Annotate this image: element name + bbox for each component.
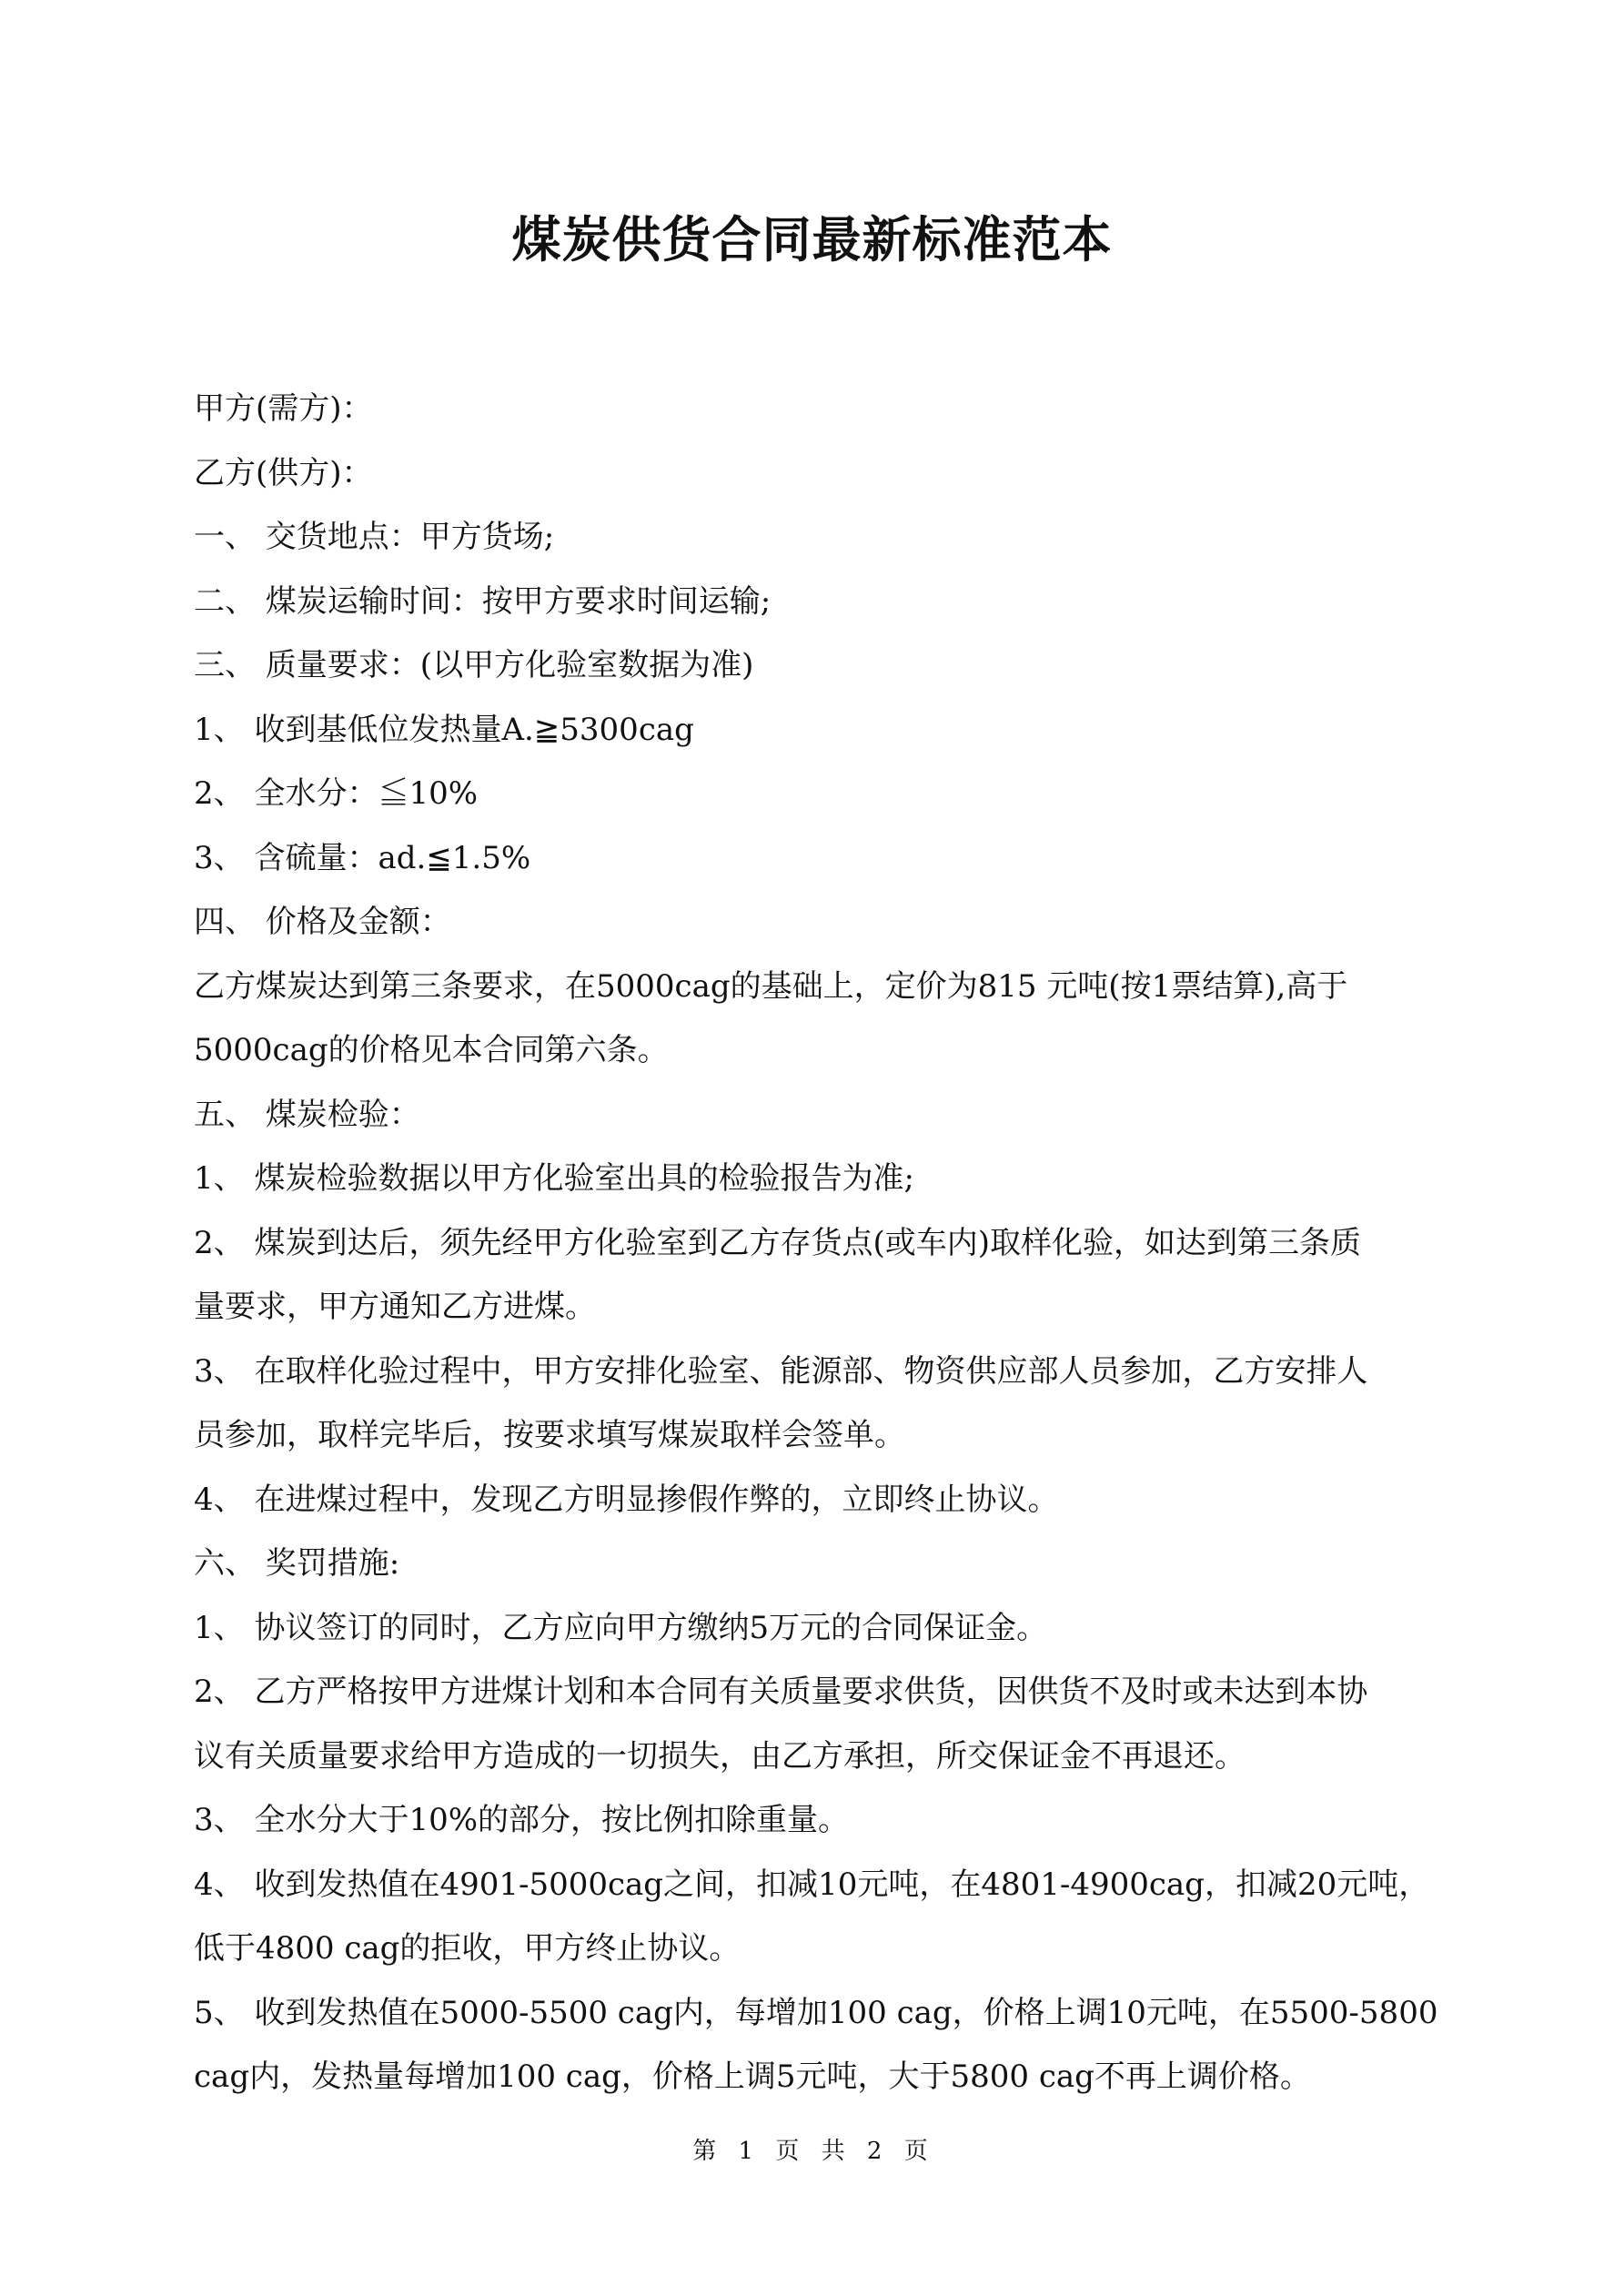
penalty-item-2-line-2: 议有关质量要求给甲方造成的一切损失，由乙方承担，所交保证金不再退还。 (194, 1737, 1246, 1775)
penalty-item-4-line-1: 4、 收到发热值在4901-5000cag之间，扣减10元吨，在4801-4900cag，扣减20元吨， (194, 1866, 1430, 1903)
penalty-item-3: 3、 全水分大于10%的部分，按比例扣除重量。 (194, 1802, 850, 1838)
inspection-item-1: 1、 煤炭检验数据以甲方化验室出具的检验报告为准; (194, 1160, 914, 1197)
inspection-item-4: 4、 在进煤过程中，发现乙方明显掺假作弊的，立即终止协议。 (194, 1481, 1059, 1518)
penalty-item-4-line-2: 低于4800 cag的拒收，甲方终止协议。 (194, 1930, 741, 1967)
party-a-line: 甲方(需方)： (194, 390, 373, 427)
inspection-item-3-line-2: 员参加，取样完毕后，按要求填写煤炭取样会签单。 (194, 1417, 905, 1453)
clause-4-price: 四、 价格及金额： (194, 904, 451, 940)
document-title: 煤炭供货合同最新标准范本 (511, 210, 1113, 268)
clause-1-delivery: 一、 交货地点：甲方货场; (194, 519, 555, 555)
clause-3-quality: 三、 质量要求：(以甲方化验室数据为准) (194, 647, 754, 683)
penalty-item-2-line-1: 2、 乙方严格按甲方进煤计划和本合同有关质量要求供货，因供货不及时或未达到本协 (194, 1674, 1368, 1710)
clause-2-transport: 二、 煤炭运输时间：按甲方要求时间运输; (194, 582, 772, 620)
clause-6-penalty: 六、 奖罚措施: (194, 1545, 400, 1582)
document-body (194, 377, 1440, 2109)
price-text-line-1: 乙方煤炭达到第三条要求，在5000cag的基础上，定价为815 元吨(按1票结算),高于 (194, 967, 1348, 1005)
quality-item-2: 2、 全水分：≦10% (194, 775, 479, 812)
inspection-item-2-line-2: 量要求，甲方通知乙方进煤。 (194, 1289, 596, 1325)
party-b-line: 乙方(供方)： (194, 454, 373, 491)
inspection-item-3-line-1: 3、 在取样化验过程中，甲方安排化验室、能源部、物资供应部人员参加，乙方安排人 (194, 1352, 1368, 1390)
quality-item-3: 3、 含硫量：ad.≦1.5% (194, 839, 531, 876)
page-number-footer: 第 1 页 共 2 页 (692, 2138, 932, 2165)
penalty-item-5-line-1: 5、 收到发热值在5000-5500 cag内，每增加100 cag，价格上调10元吨，在5500-5800 (194, 1994, 1438, 2031)
penalty-item-5-line-2: cag内，发热量每增加100 cag，价格上调5元吨，大于5800 cag不再上调价格。 (194, 2058, 1311, 2095)
price-text-line-2: 5000cag的价格见本合同第六条。 (194, 1032, 669, 1068)
inspection-item-2-line-1: 2、 煤炭到达后，须先经甲方化验室到乙方存货点(或车内)取样化验，如达到第三条质 (194, 1224, 1361, 1261)
penalty-item-1: 1、 协议签订的同时，乙方应向甲方缴纳5万元的合同保证金。 (194, 1609, 1048, 1646)
clause-5-inspection: 五、 煤炭检验： (194, 1096, 420, 1133)
quality-item-1: 1、 收到基低位发热量A.≧5300cag (194, 711, 694, 748)
